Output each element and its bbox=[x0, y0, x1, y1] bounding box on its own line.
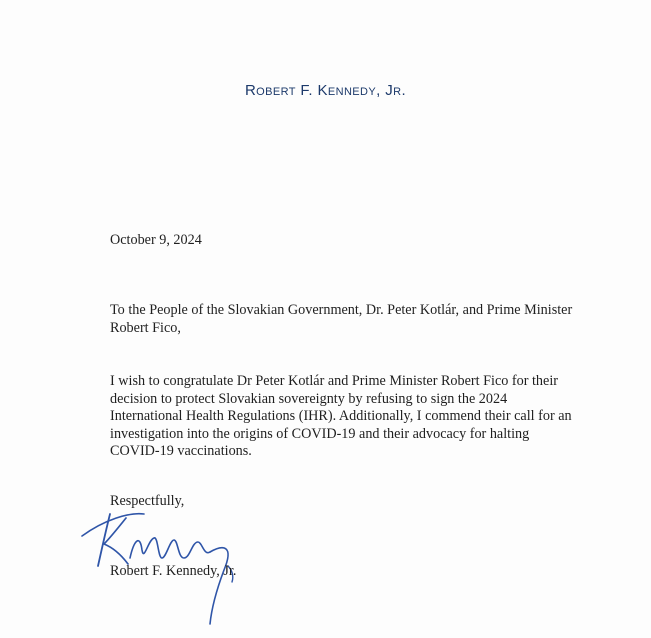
letterhead-name: Robert F. Kennedy, Jr. bbox=[244, 82, 407, 99]
letter-salutation: To the People of the Slovakian Government, Dr. Peter Kotlár, and Prime Minister Robert Fico, bbox=[110, 302, 573, 336]
signature-name: Robert F. Kennedy, Jr. bbox=[110, 563, 237, 579]
letter-date: October 9, 2024 bbox=[110, 232, 202, 248]
letter-closing: Respectfully, bbox=[110, 493, 185, 509]
letter-paragraph: I wish to congratulate Dr Peter Kotlár and Prime Minister Robert Fico for their decision to protect Slovakian sovereignty by refusing to sign the 2024 International Health Regulations (IHR). Additionally, I commend their call for an investigation into the origins of COVID-19 and their advocacy for halting COVID-19 vaccinations. bbox=[110, 373, 572, 460]
